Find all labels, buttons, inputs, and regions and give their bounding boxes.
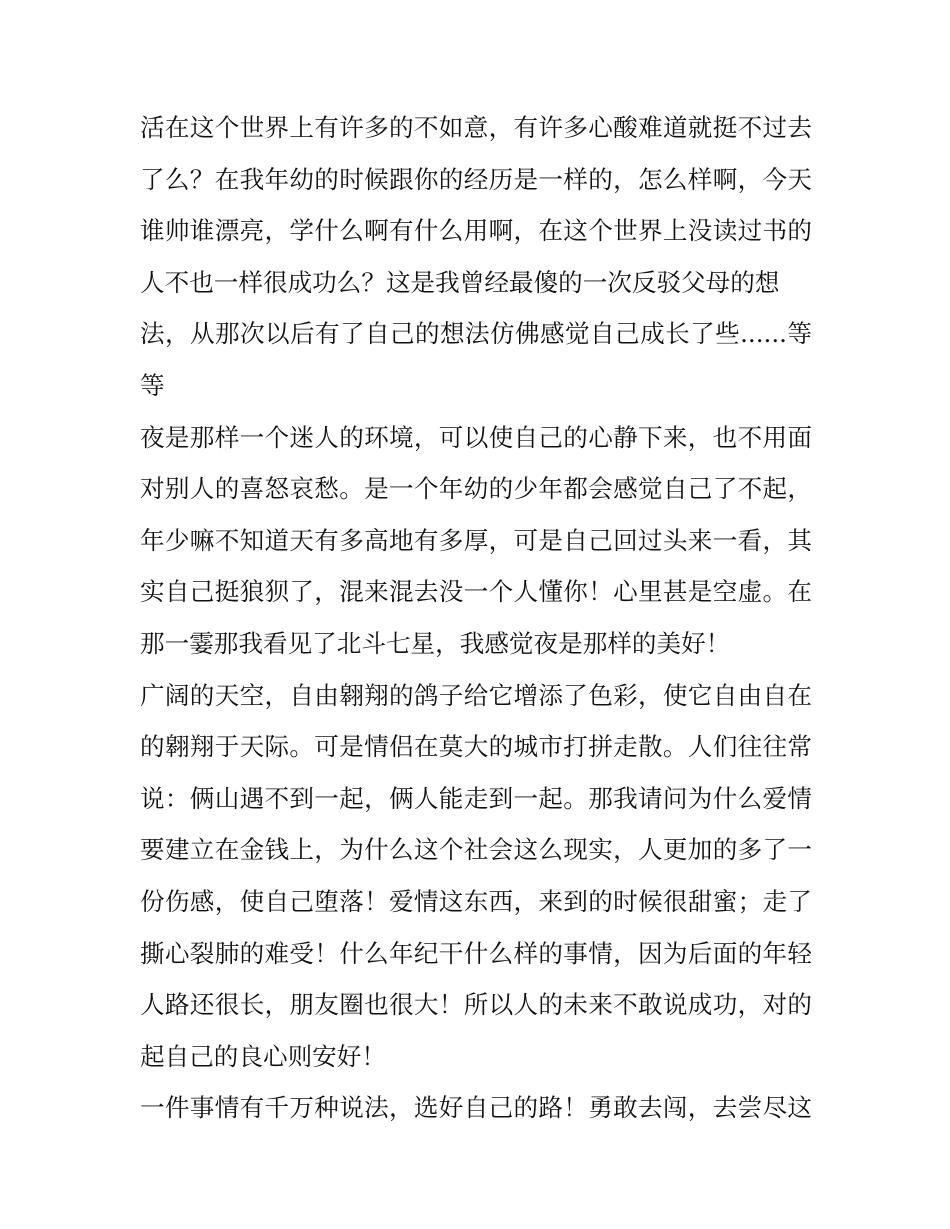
text-line: 法，从那次以后有了自己的想法仿佛感觉自己成长了些......等 bbox=[140, 319, 812, 349]
text-line: 份伤感，使自己堕落！爱情这东西，来到的时候很甜蜜；走了 bbox=[140, 886, 812, 916]
text-line: 人路还很长，朋友圈也很大！所以人的未来不敢说成功，对的 bbox=[140, 990, 812, 1020]
text-line: 对别人的喜怒哀愁。是一个年幼的少年都会感觉自己了不起， bbox=[140, 474, 812, 504]
text-line: 年少嘛不知道天有多高地有多厚，可是自己回过头来一看，其 bbox=[140, 525, 812, 555]
text-line: 了么？在我年幼的时候跟你的经历是一样的，怎么样啊，今天 bbox=[140, 164, 812, 194]
text-line: 一件事情有千万种说法，选好自己的路！勇敢去闯，去尝尽这 bbox=[140, 1093, 812, 1123]
text-line: 活在这个世界上有许多的不如意，有许多心酸难道就挺不过去 bbox=[140, 113, 812, 142]
text-line: 广阔的天空，自由翱翔的鸽子给它增添了色彩，使它自由自在 bbox=[140, 680, 812, 710]
text-line: 起自己的良心则安好！ bbox=[140, 1041, 386, 1071]
text-line: 夜是那样一个迷人的环境，可以使自己的心静下来，也不用面 bbox=[140, 422, 812, 452]
text-line: 实自己挺狼狈了，混来混去没一个人懂你！心里甚是空虚。在 bbox=[140, 577, 812, 607]
text-line: 撕心裂肺的难受！什么年纪干什么样的事情，因为后面的年轻 bbox=[140, 938, 812, 968]
text-line: 等 bbox=[140, 370, 165, 400]
text-line: 要建立在金钱上，为什么这个社会这么现实，人更加的多了一 bbox=[140, 835, 812, 865]
text-line: 人不也一样很成功么？这是我曾经最傻的一次反驳父母的想 bbox=[140, 267, 780, 297]
text-line: 那一霎那我看见了北斗七星，我感觉夜是那样的美好！ bbox=[140, 628, 731, 658]
text-line: 说：俩山遇不到一起，俩人能走到一起。那我请问为什么爱情 bbox=[140, 783, 812, 813]
text-line: 的翱翔于天际。可是情侣在莫大的城市打拼走散。人们往往常 bbox=[140, 732, 812, 762]
document-body bbox=[140, 102, 812, 1134]
text-line: 谁帅谁漂亮，学什么啊有什么用啊，在这个世界上没读过书的 bbox=[140, 216, 812, 246]
